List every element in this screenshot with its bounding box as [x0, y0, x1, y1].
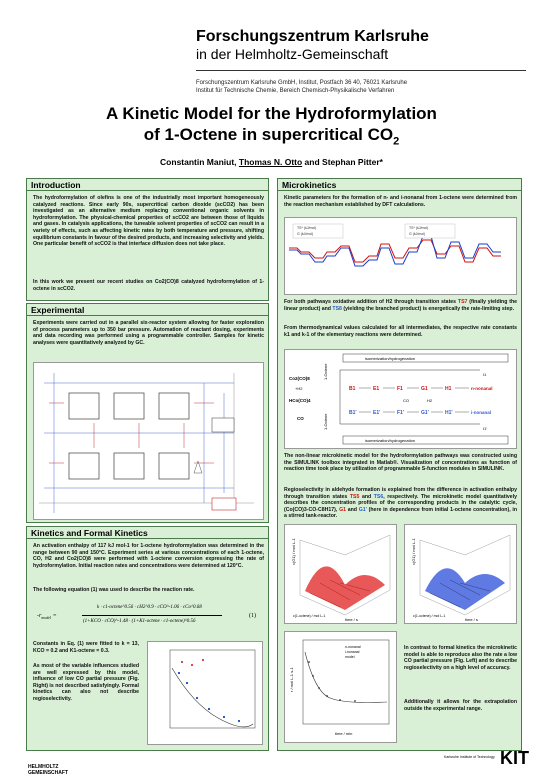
surface-plot-red-svg	[285, 525, 396, 623]
introduction-panel	[26, 178, 269, 301]
ts8-label: TS8	[332, 305, 342, 312]
kinetics-panel	[26, 526, 269, 751]
scheme-h2: +H2	[295, 386, 303, 391]
energy-profile-svg	[285, 218, 516, 294]
experimental-panel	[26, 303, 269, 523]
helmholtz-text: HELMHOLTZ	[28, 764, 59, 770]
microkinetics-p3: From thermodynamical values calculated for all intermediates, the respective rate constants k1 and k-1 of the elementary reactions were determined.	[284, 325, 517, 338]
scheme-i1p: I1'	[483, 426, 488, 431]
microkinetics-p2	[284, 299, 517, 312]
scheme-top-label: isomerization/hydrogenation	[365, 356, 416, 361]
p5d: and	[346, 506, 359, 513]
surface-xlabel-blue: time / s	[465, 617, 478, 622]
p2c: (yielding the branched product) is energetically the rate-limiting step.	[341, 305, 515, 312]
scheme-co: CO	[297, 416, 304, 421]
scheme-hco: HCo(CO)4	[289, 398, 311, 403]
microkinetic-rate-plot	[284, 631, 397, 743]
legend-3: TS* (kJ/mol)	[409, 226, 429, 230]
surface-plot-red	[284, 524, 397, 624]
institute-line-1: Forschungszentrum Karlsruhe GmbH, Institut, Postfach 36 40, 76021 Karlsruhe	[196, 80, 408, 86]
introduction-heading: Introduction	[27, 179, 268, 191]
microkinetics-panel	[277, 178, 522, 751]
scheme-bottom-label: isomerization/hydrogenation	[365, 438, 416, 443]
surface-zlabel-red: c(1-octene) / mol L-1	[293, 614, 326, 618]
eq-lhs-sub: model	[41, 615, 52, 621]
gemeinschaft-logo	[28, 761, 68, 779]
kinetics-p1: An activation enthalpy of 117 kJ mol-1 for 1-octene hydroformylation was determined in the range between 90 and 150°C. Experiment series at various concentrations of each 1-octene, CO, H2 and Co2(CO)8 were performed with 1-octene conversion expressing the rate of hydroformylation. Initial reaction rates and concentrations were determined at 120°C.	[33, 543, 264, 569]
paper-title	[20, 103, 523, 152]
ts7-label: TS7	[457, 299, 468, 305]
institute-line-2: Institut für Technische Chemie, Bereich Chemisch-Physikalische Verfahren	[196, 88, 395, 94]
ts6-label: TS6	[373, 493, 384, 500]
microkinetics-p7: Additionally it allows for the extrapolation outside the experimental range.	[404, 699, 517, 712]
introduction-p1: The hydroformylation of olefins is one of the industrially most important homogeneously catalyzed reactions. Since early 90s, supercritical carbon dioxide (scCO2) has been investigated as an alternative medium replacing conventional organic solvents in hydroformylation. The physical-chemical properties of scCO2 are between those of liquids and gases. In catalysis applications, the tuneable solvent properties of scCO2 can result in a variety of effects, such as affecting kinetic rates by both temperature and pressure, shifting equilibrium constants in favour of the desired products, and increasing selectivity and yields. One particular benefit of scCO2 is that interface diffusion does not take place.	[33, 195, 264, 248]
author-1: Constantin Maniut,	[160, 157, 239, 167]
surface-plot-blue-svg	[405, 525, 516, 623]
gemeinschaft-text: GEMEINSCHAFT	[28, 770, 68, 776]
node-e1: E1	[373, 386, 380, 392]
reaction-scheme	[284, 349, 517, 449]
microkinetics-heading: Microkinetics	[278, 179, 521, 191]
rate-legend-1: n-nonanal	[345, 645, 361, 649]
surface-xlabel-red: time / s	[345, 617, 358, 622]
fraction-bar	[82, 615, 222, 616]
header-rule	[196, 70, 526, 71]
p2a: For both pathways oxidative addition of H2 through transition states	[284, 299, 458, 305]
fzk-logo	[10, 30, 180, 70]
kinetics-p2: The following equation (1) was used to describe the reaction rate.	[33, 587, 195, 593]
scheme-left-top: 1-Octene	[323, 363, 328, 380]
org-subtitle: in der Helmholtz-Gemeinschaft	[196, 46, 389, 62]
surface-zlabel-blue: c(1-octene) / mol L-1	[413, 614, 446, 618]
p5e: (here in dependence from initial 1-octene concentration), in a stirred tank-reactor.	[284, 506, 518, 520]
p5b: and	[359, 493, 374, 500]
experimental-p1: Experiments were carried out in a parallel six-reactor system allowing for faster exploration of process parameters up to 350 bar pressure. Automation of reactant dosing, experiments and data recording was performed using a programmable controller. Samples for kinetic analyses were quantitatively analyzed by GC.	[33, 320, 264, 346]
energy-profile	[284, 217, 517, 295]
introduction-p2: In this work we present our recent studies on Co2(CO)8 catalyzed hydroformylation of 1-octene in scCO2.	[33, 279, 264, 292]
node-h1p: H1'	[445, 410, 453, 416]
org-name: Forschungszentrum Karlsruhe	[196, 28, 429, 45]
p5a: Regioselectivity in aldehyde formation is explained from the difference in activation enthalpy through transition states	[284, 487, 517, 500]
authors	[20, 157, 523, 167]
surface-ylabel-red: c(G1) / mol L-1	[291, 538, 296, 565]
rate-equation-denominator: (1+KCO · cCO)^-1.48 · (1+K1-octene · c1-octene)^0.56	[83, 619, 196, 624]
g1-label: G1	[339, 506, 346, 513]
node-e1p: E1'	[373, 410, 381, 416]
scheme-co2co8: Co2(CO)8	[289, 376, 310, 381]
p2b: (finally yielding the linear product) and	[284, 299, 517, 312]
rate-legend-3: model	[345, 655, 355, 659]
scheme-i1: I1	[483, 372, 487, 377]
reactor-schematic	[33, 362, 264, 520]
author-2: Thomas N. Otto	[238, 157, 303, 167]
p5c: , respectively. The microkinetic model quantitatively describes the concentration profiles of the corresponding products in the catalytic cycle, (Co(CO)3-CO-C8H17),	[284, 493, 517, 513]
legend-1: TS* (kJ/mol)	[297, 226, 317, 230]
title-subscript: 2	[393, 135, 400, 148]
title-line-2	[20, 124, 523, 152]
surface-ylabel-blue: c(G1) / mol L-1	[411, 538, 416, 565]
microkinetic-rate-svg	[285, 632, 396, 742]
node-g1p: G1'	[421, 410, 429, 416]
reactor-schematic-svg	[34, 363, 263, 519]
kinetics-heading: Kinetics and Formal Kinetics	[27, 527, 268, 539]
scheme-i-nonanal: i-nonanal	[471, 410, 491, 415]
rate-legend-2: i-nonanal	[345, 650, 360, 654]
rate-equation-numerator: k · c1-octene^0.56 · cH2^0.9 · cCO^-1.06 · cCo^0.68	[97, 605, 202, 610]
equation-number: (1)	[249, 613, 256, 619]
formal-kinetics-svg	[148, 642, 262, 744]
experimental-heading: Experimental	[27, 304, 268, 316]
institute-address	[196, 79, 526, 95]
node-f1: F1	[397, 386, 403, 392]
reaction-scheme-svg	[285, 350, 516, 448]
g1p-label: G1'	[358, 506, 367, 513]
kinetics-p4: As most of the variable influences studied are well expressed by this model, influence of low CO partial pressure (Fig. Right) is not described satisfyingly. Formal kinetics can also not describe regioselectivity.	[33, 663, 139, 702]
legend-4: G (kJ/mol)	[409, 232, 426, 236]
node-g1: G1	[421, 386, 428, 392]
scheme-co-mid: CO	[403, 398, 409, 403]
node-b1: B1	[349, 386, 356, 392]
ts5-label: TS5	[349, 493, 360, 500]
scheme-n-nonanal: n-nonanal	[471, 386, 493, 391]
node-b1p: B1'	[349, 410, 357, 416]
author-3: and Stephan Pitter*	[302, 157, 383, 167]
microkinetics-p4: The non-linear microkinetic model for the hydroformylation pathways was constructed using the SIMULINK toolbox integrated in Matlab®. Visualization of concentrations as function of reaction time took place by utilization of programmable S-function modules in SIMULINK.	[284, 453, 517, 473]
legend-2: G (kJ/mol)	[297, 232, 314, 236]
microkinetics-p1: Kinetic parameters for the formation of n- and i-nonanal from 1-octene were determined from the reaction mechanism established by DFT calculations.	[284, 195, 517, 208]
eq-lhs: -r	[37, 613, 42, 619]
title-line-2-text: of 1-Octene in supercritical CO	[143, 125, 394, 144]
microkinetics-p6: In contrast to formal kinetics the microkinetic model is able to reproduce also the rate a low CO partial pressure (Fig. Left) and to describe regioselectivity on a high level of accuracy.	[404, 645, 517, 671]
formal-kinetics-plot	[147, 641, 263, 745]
rate-ylabel: r / mol L-1 s-1	[289, 667, 294, 692]
kit-subtitle: Karlsruhe Institute of Technology	[444, 755, 495, 759]
rate-equation-lhs: $-r_{model}$ =	[37, 613, 57, 621]
title-line-1: A Kinetic Model for the Hydroformylation	[106, 104, 437, 123]
node-h1: H1	[445, 386, 452, 392]
kit-logo: KIT	[500, 748, 529, 768]
rate-xlabel: time / min	[335, 731, 353, 736]
scheme-left-bottom: 1-Octene	[323, 413, 328, 430]
kinetics-p3: Constants in Eq. (1) were fitted to k = 13, KCO = 0.2 and K1-octene = 0.3.	[33, 641, 139, 654]
microkinetics-p5	[284, 487, 517, 520]
node-f1p: F1'	[397, 410, 405, 416]
scheme-h2-mid: H2	[427, 398, 433, 403]
surface-plot-blue	[404, 524, 517, 624]
